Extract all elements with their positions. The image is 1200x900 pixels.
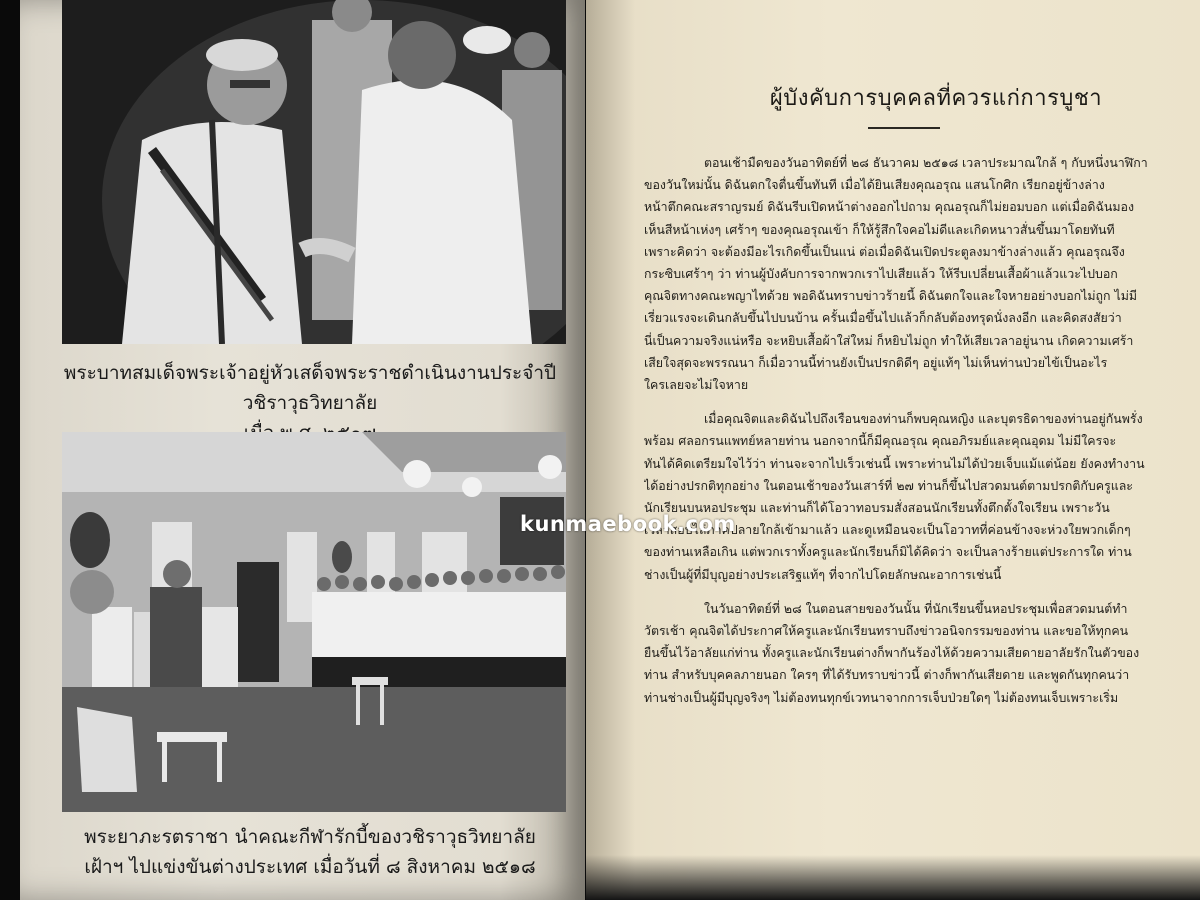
paragraph-line: เมื่อคุณจิตและดิฉันไปถึงเรือนของท่านก็พบคุณหญิง และบุตรธิดาของท่านอยู่กันพรั่ง <box>704 411 1143 427</box>
paragraph-line: ช่างเป็นผู้ที่มีบุญอย่างประเสริฐแท้ๆ ที่จากไปโดยลักษณะอาการเช่นนี้ <box>644 566 1002 582</box>
paragraph-line: ใครเลยจะไม่ใจหาย <box>644 377 749 393</box>
paragraph-line: ท่านช่างเป็นผู้มีบุญจริงๆ ไม่ต้องทนทุกข์เวทนาจากการเจ็บป่วยใดๆ ไม่ต้องทนเจ็บเพราะเริ่ม <box>644 689 1119 705</box>
photo-rugby-team-illustration <box>62 432 566 812</box>
paragraph-1 <box>644 152 1174 396</box>
paragraph-line: คุณจิตทางคณะพญาไทด้วย พอดิฉันทราบข่าวร้ายนี้ ดิฉันตกใจและใจหายอย่างบอกไม่ถูก ไม่มี <box>644 288 1138 304</box>
paragraph-line: ของวันใหม่นั้น ดิฉันตกใจตื่นขึ้นทันที เมื่อได้ยินเสียงคุณอรุณ แสนโกศิก เรียกอยู่ข้างล่าง <box>644 177 1105 193</box>
paragraph-line: ได้อย่างปรกติทุกอย่าง ในตอนเช้าของวันเสาร์ที่ ๒๗ ท่านก็ขึ้นไปสวดมนต์ตามปรกติกับครูและ <box>644 477 1133 493</box>
paragraph-line: ในวันอาทิตย์ที่ ๒๘ ในตอนสายของวันนั้น ที่นักเรียนขึ้นหอประชุมเพื่อสวดมนต์ทำ <box>704 600 1128 616</box>
watermark-text: kunmaebook.com <box>520 512 736 536</box>
paragraph-line: เวลาสอบไล่ภาคปลายใกล้เข้ามาแล้ว และดูเหมือนจะเป็นโอวาทที่ค่อนข้างจะห่วงใยพวกเด็กๆ <box>644 522 1131 538</box>
paragraph-line: นี่เป็นความจริงแน่หรือ จะหยิบเสื้อผ้าใส่ใหม่ ก็หยิบไม่ถูก ทำให้เสียเวลาอยู่นาน เกิดความเศร้า <box>644 332 1134 348</box>
right-page <box>586 0 1200 900</box>
paragraph-line: ทันได้คิดเตรียมใจไว้ว่า ท่านจะจากไปเร็วเช่นนี้ เพราะท่านไม่ได้ป่วยเจ็บแม้แต่น้อย ยังคงทำงาน <box>644 455 1145 471</box>
paragraph-line: กระซิบเศร้าๆ ว่า ท่านผู้บังคับการจากพวกเราไปเสียแล้ว ให้รีบเปลี่ยนเสื้อผ้าแล้วแวะไปบอก <box>644 266 1118 282</box>
paragraph-line: ของท่านเหลือเกิน แต่พวกเราทั้งครูและนักเรียนก็มิได้คิดว่า จะเป็นลางร้ายแต่ประการใด ท่าน <box>644 544 1132 560</box>
title-underline <box>868 127 940 129</box>
photo-rugby-team <box>62 432 566 812</box>
paragraph-line: ท่าน สำหรับบุคคลภายนอก ใครๆ ที่ได้รับทราบข่าวนี้ ต่างก็พากันเสียดาย และพูดกันทุกคนว่า <box>644 667 1130 683</box>
paragraph-line: ตอนเช้ามืดของวันอาทิตย์ที่ ๒๘ ธันวาคม ๒๕๑๘ เวลาประมาณใกล้ ๆ กับหนึ่งนาฬิกา <box>704 155 1148 170</box>
left-page <box>20 0 585 900</box>
page-title: ผู้บังคับการบุคคลที่ควรแก่การบูชา <box>769 86 1103 111</box>
paragraph-line: หน้าตึกคณะสราญรมย์ ดิฉันรีบเปิดหน้าต่างออกไปถาม คุณอรุณก็ไม่ยอมบอก แต่เมื่อดิฉันมอง <box>644 199 1135 215</box>
paragraph-line: เสียใจสุดจะพรรณนา ก็เมื่อวานนี้ท่านยังเป็นปรกติดีๆ อยู่แท้ๆ ไม่เห็นท่านป่วยไข้เป็นอะไร <box>644 354 1108 370</box>
paragraph-line: เพราะคิดว่า จะต้องมีอะไรเกิดขึ้นเป็นแน่ ต่อเมื่อดิฉันเปิดประตูลงมาข้างล่างแล้ว คุณอรุณจึง <box>644 243 1125 259</box>
paragraph-3 <box>644 598 1174 709</box>
photo-king-greeting-illustration <box>62 0 566 344</box>
paragraph-2 <box>644 408 1174 586</box>
paragraph-line: นักเรียนบนหอประชุม และท่านก็ได้โอวาทอบรมสั่งสอนนักเรียนทั้งตึกตั้งใจเรียน เพราะวัน <box>644 500 1110 516</box>
body-text <box>644 152 1174 709</box>
page-bottom-shadow <box>586 855 1200 900</box>
caption-bottom-line-1: พระยาภะรตราชา นำคณะกีฬารักบี้ของวชิราวุธวิทยาลัย <box>84 826 536 848</box>
paragraph-line: พร้อม ศลอกรนแพทย์หลายท่าน นอกจากนี้ก็มีคุณอรุณ คุณอภิรมย์และคุณอุดม ไม่มีใครจะ <box>644 433 1117 449</box>
paragraph-line: วัตรเช้า คุณจิตได้ประกาศให้ครูและนักเรียนทราบถึงข่าวอนิจกรรมของท่าน และขอให้ทุกคน <box>644 623 1129 639</box>
caption-bottom <box>40 822 580 882</box>
paragraph-line: เห็นสีหน้าเห่งๆ เศร้าๆ ของคุณอรุณเข้า ก็ให้รู้สึกใจคอไม่ดีและเกิดหนาวสั่นขึ้นมาโดยทันที <box>644 221 1115 237</box>
photo-king-greeting <box>62 0 566 344</box>
paragraph-line: เรี่ยวแรงจะเดินกลับขึ้นไปบนบ้าน ครั้นเมื่อขึ้นไปแล้วก็กลับต้องทรุดนั่งลงอีก และคิดสงสัยว่า <box>644 310 1122 326</box>
paragraph-line: ยืนขึ้นไว้อาลัยแก่ท่าน ทั้งครูและนักเรียนต่างก็พากันร้องไห้ด้วยความเสียดายอาลัยรักในตัวของ <box>644 645 1140 661</box>
caption-top-line-1: พระบาทสมเด็จพระเจ้าอยู่หัวเสด็จพระราชดำเนินงานประจำปีวชิราวุธวิทยาลัย <box>63 362 557 414</box>
caption-bottom-line-2: เฝ้าฯ ไปแข่งขันต่างประเทศ เมื่อวันที่ ๘ สิงหาคม ๒๕๑๘ <box>84 856 536 878</box>
